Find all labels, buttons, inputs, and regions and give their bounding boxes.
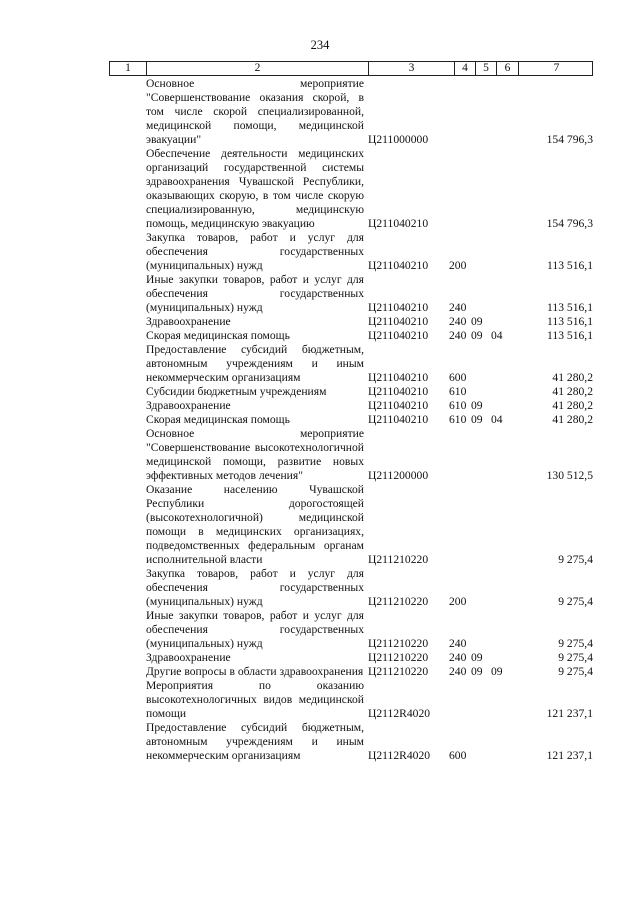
table-row: [146, 651, 593, 665]
row-sum: 113 516,1: [547, 329, 593, 342]
row-code: Ц211210220: [368, 637, 429, 650]
row-expense-type: 600: [449, 371, 467, 384]
row-sum: 41 280,2: [552, 413, 593, 426]
row-name: Основное мероприятие "Совершенствование оказания скорой, в том числе скорой специализированной, медицинской помощи, медицинской эвакуации": [146, 77, 364, 146]
row-name: Здравоохранение: [146, 315, 231, 328]
table-row: [146, 343, 593, 385]
row-code: Ц211040210: [368, 385, 429, 398]
table-row: [146, 609, 593, 651]
row-code: Ц2112R4020: [368, 749, 431, 762]
header-col-4: 4: [455, 62, 476, 75]
table-row: [146, 721, 593, 763]
row-expense-type: 200: [449, 595, 467, 608]
row-name: Субсидии бюджетным учреждениям: [146, 385, 327, 398]
row-code: Ц211040210: [368, 315, 429, 328]
row-sum: 113 516,1: [547, 259, 593, 272]
row-section: 09: [471, 665, 483, 678]
row-sum: 113 516,1: [547, 315, 593, 328]
row-sum: 154 796,3: [546, 133, 593, 146]
row-code: Ц211210220: [368, 665, 429, 678]
row-subsection: 04: [491, 413, 503, 426]
table-row: [146, 567, 593, 609]
row-section: 09: [471, 651, 483, 664]
row-name: Закупка товаров, работ и услуг для обеспечения государственных (муниципальных) нужд: [146, 231, 364, 272]
table-row: [146, 77, 593, 147]
page-number: 234: [310, 38, 330, 52]
header-col-5: 5: [476, 62, 497, 75]
row-section: 09: [471, 413, 483, 426]
table-body: [146, 77, 593, 763]
table-row: [146, 679, 593, 721]
row-sum: 9 275,4: [558, 637, 593, 650]
table-row: [146, 427, 593, 483]
row-code: Ц211210220: [368, 595, 429, 608]
row-code: Ц211040210: [368, 371, 429, 384]
table-row: [146, 385, 593, 399]
row-code: Ц211040210: [368, 259, 429, 272]
row-code: Ц211040210: [368, 217, 429, 230]
row-name: Мероприятия по оказанию высокотехнологичных видов медицинской помощи: [146, 679, 364, 720]
row-subsection: 04: [491, 329, 503, 342]
row-sum: 121 237,1: [546, 749, 593, 762]
row-name: Закупка товаров, работ и услуг для обеспечения государственных (муниципальных) нужд: [146, 567, 364, 608]
row-name: Основное мероприятие "Совершенствование высокотехнологичной медицинской помощи, развитие новых эффективных методов лечения": [146, 427, 364, 482]
row-sum: 9 275,4: [558, 553, 593, 566]
row-sum: 41 280,2: [552, 371, 593, 384]
table-row: [146, 665, 593, 679]
table-row: [146, 413, 593, 427]
header-col-1: 1: [110, 62, 147, 75]
row-sum: 9 275,4: [558, 595, 593, 608]
row-name: Иные закупки товаров, работ и услуг для обеспечения государственных (муниципальных) нужд: [146, 609, 364, 650]
row-sum: 121 237,1: [546, 707, 593, 720]
row-name: Предоставление субсидий бюджетным, автономным учреждениям и иным некоммерческим организациям: [146, 721, 364, 762]
table-row: [146, 315, 593, 329]
row-code: Ц211000000: [368, 133, 429, 146]
row-expense-type: 240: [449, 329, 467, 342]
table-row: [146, 483, 593, 567]
row-sum: 113 516,1: [547, 301, 593, 314]
row-code: Ц2112R4020: [368, 707, 431, 720]
row-code: Ц211210220: [368, 651, 429, 664]
row-section: 09: [471, 399, 483, 412]
row-name: Скорая медицинская помощь: [146, 413, 290, 426]
row-code: Ц211040210: [368, 329, 429, 342]
table-header: [109, 61, 593, 76]
table-row: [146, 329, 593, 343]
row-code: Ц211040210: [368, 399, 429, 412]
row-name: Оказание населению Чувашской Республики дорогостоящей (высокотехнологичной) медицинской помощи в медицинских организациях, подведомственных федеральным органам исполнительной власти: [146, 483, 364, 566]
row-code: Ц211210220: [368, 553, 429, 566]
table-row: [146, 399, 593, 413]
table-row: [146, 273, 593, 315]
row-sum: 130 512,5: [546, 469, 593, 482]
row-subsection: 09: [491, 665, 503, 678]
row-name: Иные закупки товаров, работ и услуг для обеспечения государственных (муниципальных) нужд: [146, 273, 364, 314]
row-expense-type: 240: [449, 637, 467, 650]
row-code: Ц211040210: [368, 413, 429, 426]
row-expense-type: 200: [449, 259, 467, 272]
row-section: 09: [471, 329, 483, 342]
table-row: [146, 231, 593, 273]
row-name: Здравоохранение: [146, 399, 231, 412]
header-col-2: 2: [147, 62, 369, 75]
row-sum: 41 280,2: [552, 399, 593, 412]
row-expense-type: 600: [449, 749, 467, 762]
header-col-6: 6: [497, 62, 519, 75]
row-expense-type: 610: [449, 413, 467, 426]
row-name: Предоставление субсидий бюджетным, автономным учреждениям и иным некоммерческим организациям: [146, 343, 364, 384]
row-sum: 9 275,4: [558, 651, 593, 664]
row-name: Скорая медицинская помощь: [146, 329, 290, 342]
row-expense-type: 240: [449, 301, 467, 314]
header-col-3: 3: [369, 62, 455, 75]
header-col-7: 7: [553, 62, 560, 74]
row-expense-type: 240: [449, 651, 467, 664]
row-expense-type: 240: [449, 315, 467, 328]
row-section: 09: [471, 315, 483, 328]
row-sum: 41 280,2: [552, 385, 593, 398]
row-sum: 154 796,3: [546, 217, 593, 230]
row-expense-type: 610: [449, 399, 467, 412]
row-name: Другие вопросы в области здравоохранения: [146, 665, 364, 678]
row-name: Здравоохранение: [146, 651, 231, 664]
table-row: [146, 147, 593, 231]
row-code: Ц211040210: [368, 301, 429, 314]
row-sum: 9 275,4: [558, 665, 593, 678]
row-expense-type: 240: [449, 665, 467, 678]
row-name: Обеспечение деятельности медицинских организаций государственной системы здравоохранения Чувашской Республики, оказывающих скорую, в том числе скорую специализированную, медицинскую помощь, медицинскую эвакуацию: [146, 147, 364, 230]
row-expense-type: 610: [449, 385, 467, 398]
row-code: Ц211200000: [368, 469, 429, 482]
